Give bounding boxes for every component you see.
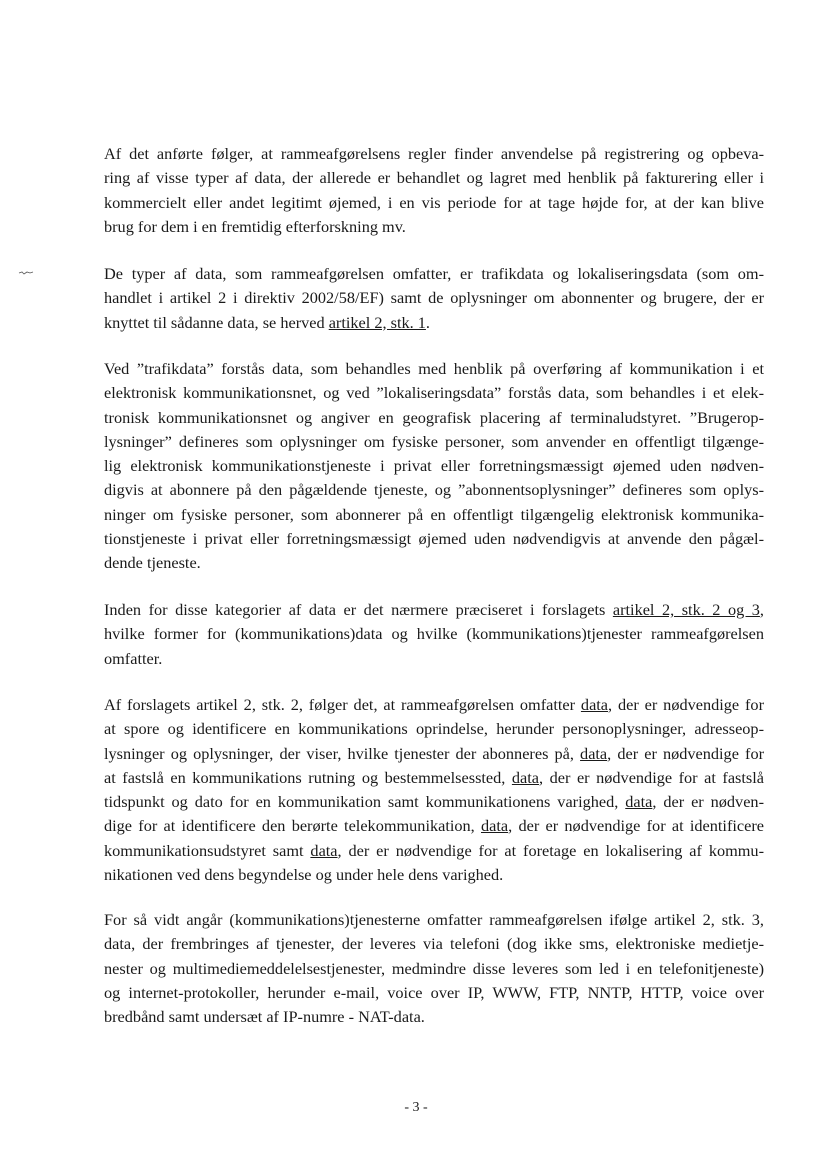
text-line: For så vidt angår (kommunikations)tjenesterne omfatter rammeafgørelsen ifølge artikel 2, stk. 3, <box>104 910 764 929</box>
text-line <box>104 742 764 766</box>
text-fragment: . <box>425 312 430 332</box>
text-fragment: knyttet til sådanne data, se herved <box>104 312 329 332</box>
text-fragment: at fastslå en kommunikations rutning og bestemmelsessted, <box>104 767 512 787</box>
data-reference-link[interactable]: data <box>310 840 338 860</box>
data-reference-link[interactable]: data <box>481 816 509 836</box>
data-reference-link[interactable]: data <box>625 792 653 812</box>
paragraph-1 <box>104 142 764 239</box>
text-line: elektronisk kommunikationsnet, og ved ”lokaliseringsdata” forstås data, som behandles i et elek- <box>104 383 764 403</box>
text-line: Ved ”trafikdata” forstås data, som behandles med henblik på overføring af kommunikation i et <box>104 359 764 378</box>
text-line <box>104 814 764 838</box>
text-fragment: , der er nødven- <box>652 792 764 812</box>
text-line: kommercielt eller andet legitimt øjemed, i en vis periode for at tage højde for, at der kan blive <box>104 192 764 212</box>
text-line: tionstjeneste i privat eller forretningsmæssigt øjemed uden nødvendigvis at anvende den pågæl- <box>104 529 764 549</box>
text-line: dende tjeneste. <box>104 553 201 573</box>
text-line: ninger om fysiske personer, som abonnerer på en offentligt tilgængelig elektronisk kommunika- <box>104 504 764 524</box>
data-reference-link[interactable]: data <box>511 767 540 787</box>
text-fragment: Inden for disse kategorier af data er det nærmere præciseret i forslagets <box>104 600 613 619</box>
text-line <box>104 839 764 863</box>
text-fragment: , der er nødvendige for <box>608 695 764 714</box>
text-fragment: , der er nødvendige for at foretage en lokalisering af kommu- <box>337 840 764 860</box>
text-line: lysninger” defineres som oplysninger om fysiske personer, som anvender en offentligt tilgænge- <box>104 431 764 451</box>
text-fragment: , der er nødvendige for at identificere <box>508 816 765 836</box>
text-line: handlet i artikel 2 i direktiv 2002/58/EF) samt de oplysninger om abonnenter og brugere, der er <box>104 288 764 308</box>
text-line: nester og multimediemeddelelsestjenester, medmindre disse leveres som led i en telefonitjeneste) <box>104 958 764 978</box>
text-line: at spore og identificere en kommunikations oprindelse, herunder personoplysninger, adresseop- <box>104 719 764 739</box>
text-fragment: , der er nødvendige for at fastslå <box>539 767 765 787</box>
text-line: data, der frembringes af tjenester, der leveres via telefoni (dog ikke sms, elektroniske medietje- <box>104 934 764 954</box>
text-line: omfatter. <box>104 648 163 668</box>
text-line: og internet-protokoller, herunder e-mail, voice over IP, WWW, FTP, NNTP, HTTP, voice over <box>104 982 764 1002</box>
text-fragment: , <box>759 600 764 619</box>
text-line <box>104 790 764 814</box>
data-reference-link[interactable]: data <box>580 695 609 714</box>
paragraph-6 <box>104 908 764 1029</box>
text-line: hvilke former for (kommunikations)data og hvilke (kommunikations)tjenester rammeafgørelsen <box>104 624 764 644</box>
text-line: bredbånd samt undersæt af IP-numre - NAT-data. <box>104 1007 425 1027</box>
text-line: nikationen ved dens begyndelse og under hele dens varighed. <box>104 865 504 885</box>
paragraph-2 <box>104 262 764 335</box>
paragraph-3 <box>104 357 764 576</box>
data-reference-link[interactable]: data <box>580 743 608 763</box>
text-line: ring af visse typer af data, der allerede er behandlet og lagret med henblik på fakturering eller i <box>104 168 764 188</box>
page-number: - 3 - <box>404 1100 428 1115</box>
text-fragment: tidspunkt og dato for en kommunikation samt kommunikationens varighed, <box>104 792 626 812</box>
text-line <box>104 693 764 717</box>
text-line: digvis at abonnere på den pågældende tjeneste, og ”abonnentsoplysninger” defineres som oplys- <box>104 480 764 500</box>
text-line: Af det anførte følger, at rammeafgørelsens regler finder anvendelse på registrering og opbeva- <box>104 144 764 163</box>
text-line: brug for dem i en fremtidig efterforskning mv. <box>104 216 406 236</box>
text-fragment: dige for at identificere den berørte telekommunikation, <box>104 816 481 836</box>
scan-mark <box>18 263 34 269</box>
text-line <box>104 311 764 335</box>
text-fragment: kommunikationsudstyret samt <box>104 840 311 860</box>
text-line: De typer af data, som rammeafgørelsen omfatter, er trafikdata og lokaliseringsdata (som om- <box>104 264 764 283</box>
text-line: tronisk kommunikationsnet og angiver en geografisk placering af terminaludstyret. ”Brugerop- <box>104 407 764 427</box>
text-fragment: Af forslagets artikel 2, stk. 2, følger det, at rammeafgørelsen omfatter <box>104 695 581 714</box>
article-reference-link[interactable]: artikel 2, stk. 1 <box>328 312 426 332</box>
article-reference-link[interactable]: artikel 2, stk. 2 og 3 <box>612 600 760 619</box>
paragraph-4 <box>104 598 764 671</box>
text-fragment: , der er nødvendige for <box>607 743 765 763</box>
text-line <box>104 598 764 622</box>
text-line <box>104 766 764 790</box>
paragraph-5 <box>104 693 764 887</box>
text-fragment: lysninger og oplysninger, der viser, hvilke tjenester der abonneres på, <box>104 743 581 763</box>
text-line: lig elektronisk kommunikationstjeneste i privat eller forretningsmæssigt øjemed uden nødven- <box>104 456 764 476</box>
